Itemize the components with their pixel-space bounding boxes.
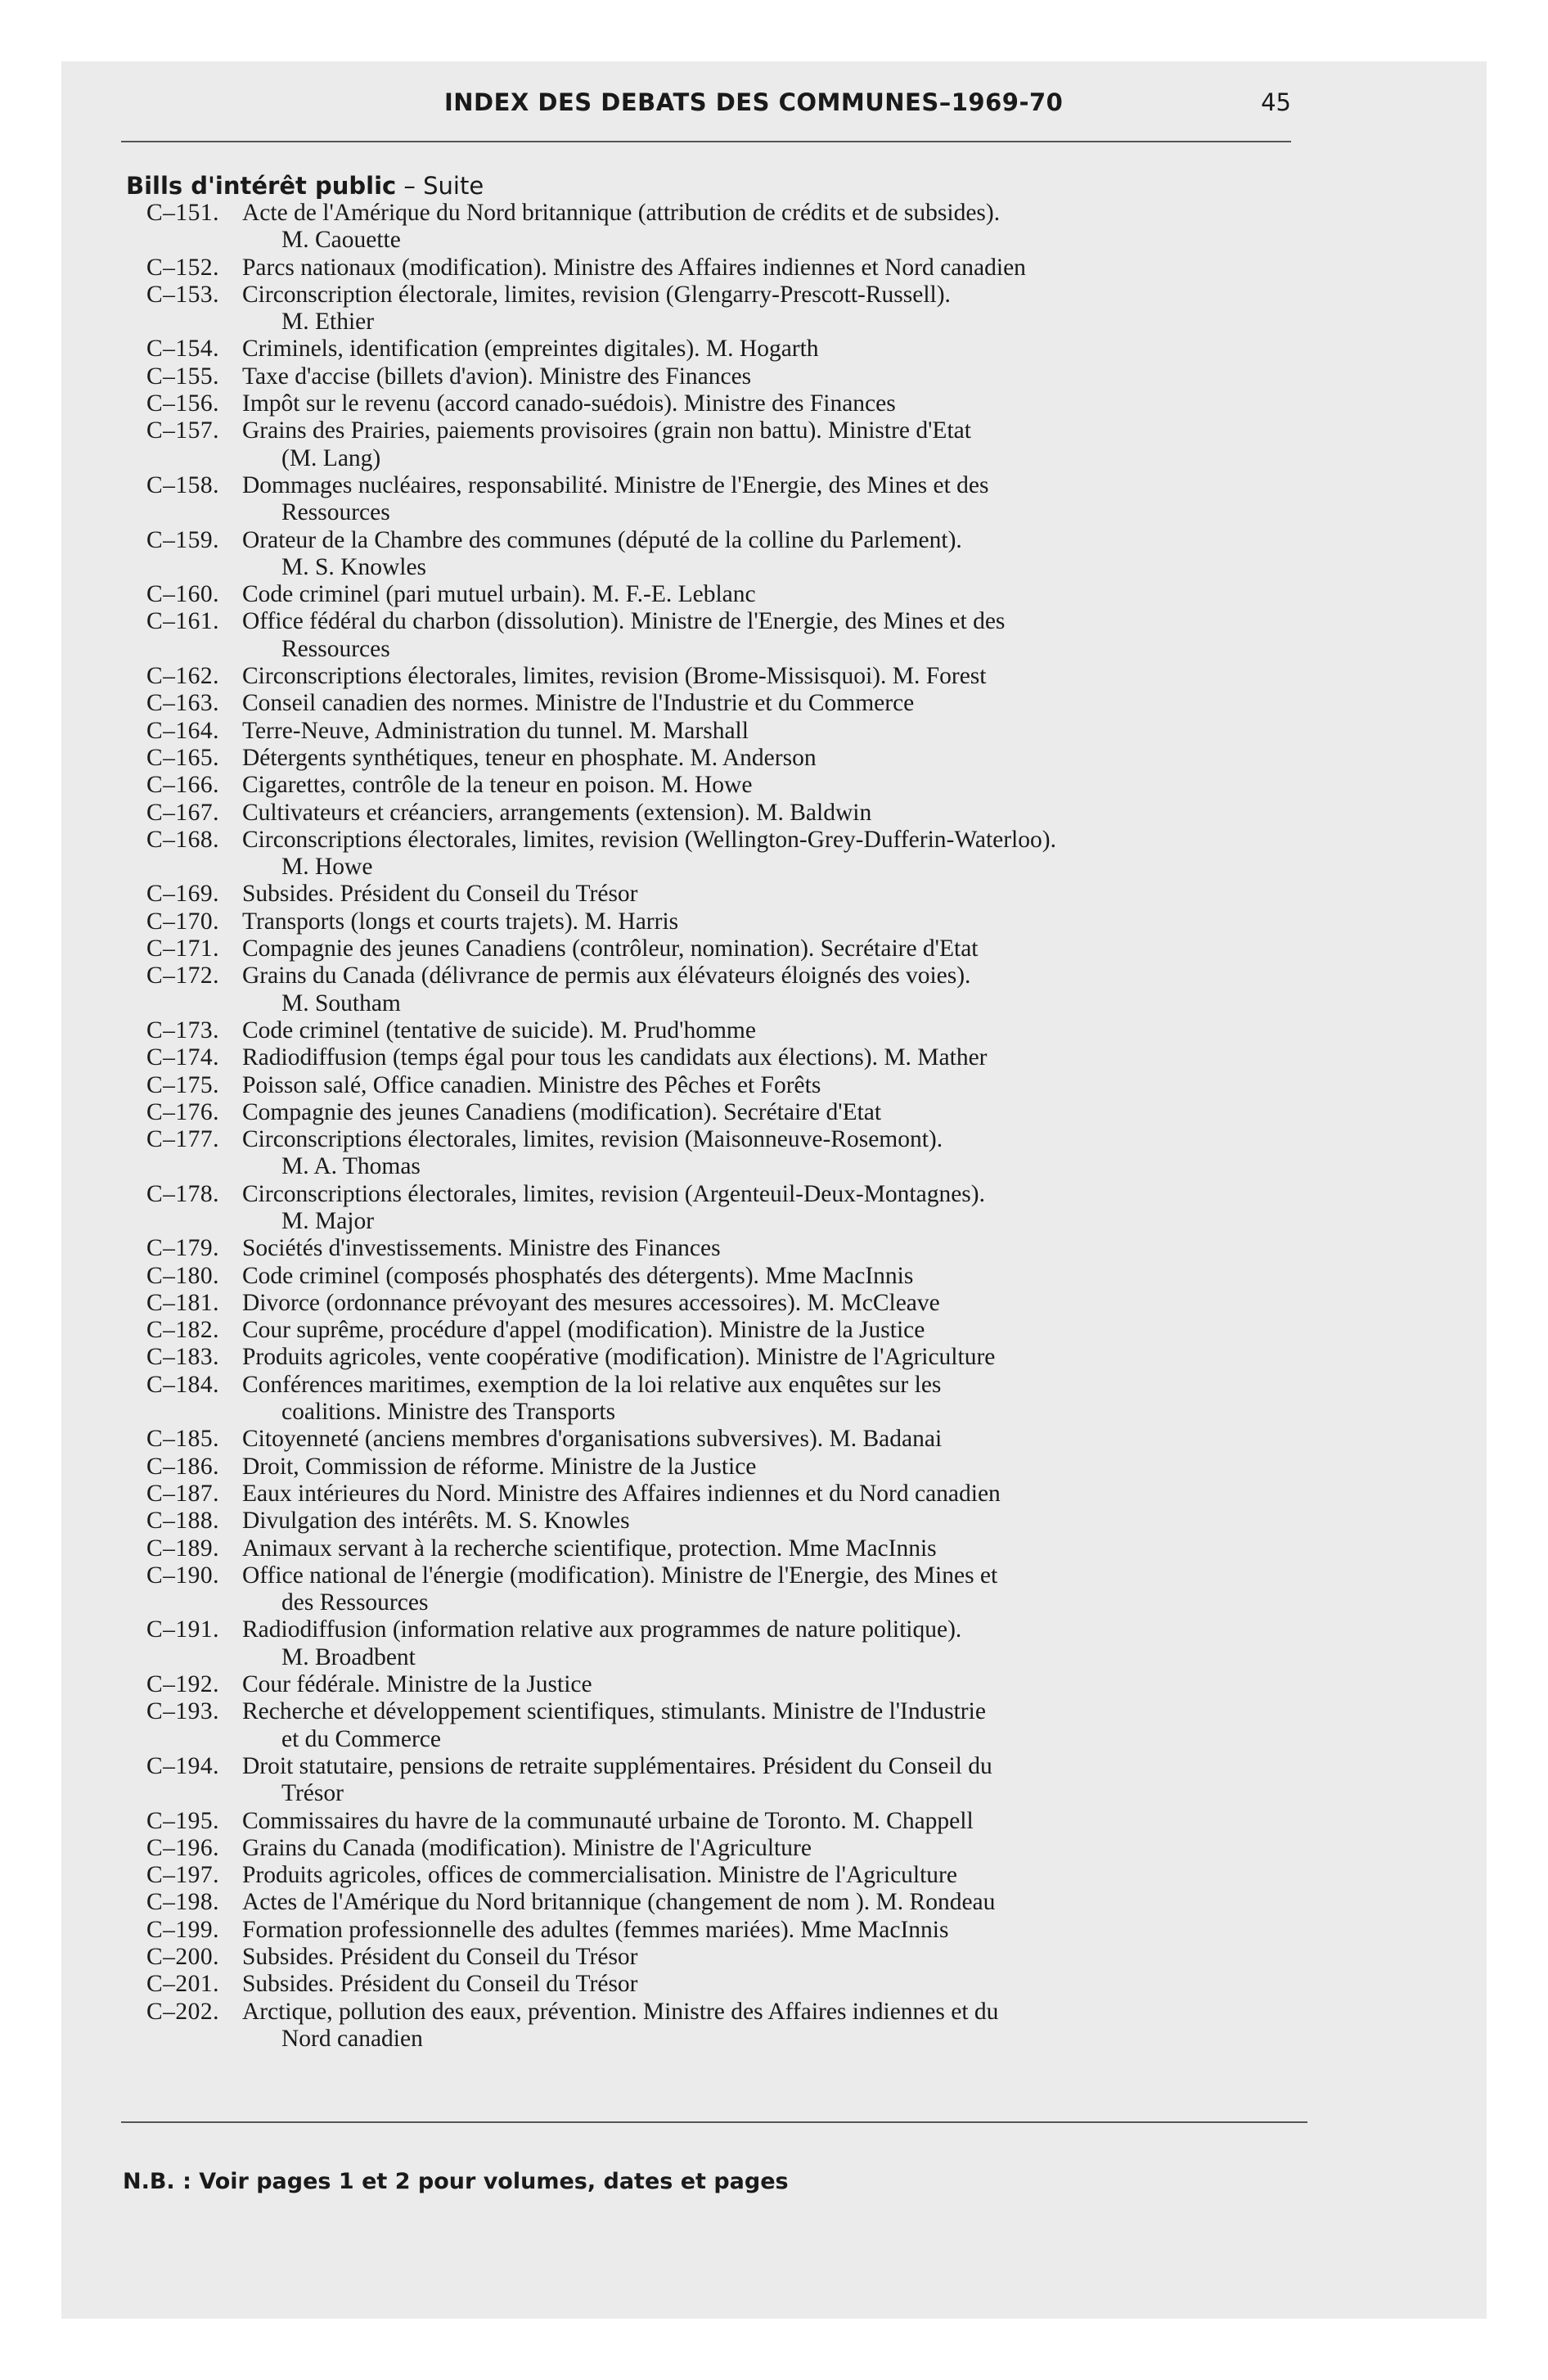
bill-code: C–157. bbox=[146, 417, 219, 444]
bill-entry bbox=[123, 1808, 1350, 1835]
bill-code: C–188. bbox=[146, 1508, 219, 1535]
bill-description bbox=[242, 1889, 1350, 1916]
bill-entry bbox=[123, 608, 1350, 663]
bill-continuation-line: M. Southam bbox=[281, 989, 401, 1016]
bill-code: C–195. bbox=[146, 1807, 219, 1834]
bill-description bbox=[242, 1535, 1350, 1562]
bill-code: C–178. bbox=[146, 1180, 219, 1207]
bill-code: C–192. bbox=[146, 1671, 219, 1698]
bill-entry bbox=[123, 1072, 1350, 1099]
bill-title-line: Eaux intérieures du Nord. Ministre des Affaires indiennes et du Nord canadien bbox=[242, 1480, 1001, 1507]
bill-entry bbox=[123, 1263, 1350, 1290]
bill-title-line: Taxe d'accise (billets d'avion). Ministre des Finances bbox=[242, 363, 752, 390]
bill-description bbox=[242, 1126, 1350, 1181]
bill-continuation-line: Ressources bbox=[281, 635, 390, 662]
bill-description bbox=[242, 827, 1350, 881]
bill-description bbox=[242, 1808, 1350, 1835]
bill-title-line: Orateur de la Chambre des communes (député de la colline du Parlement). bbox=[242, 526, 962, 553]
bill-description bbox=[242, 527, 1350, 582]
bill-entry bbox=[123, 908, 1350, 935]
bill-title-line: Code criminel (tentative de suicide). M. Prud'homme bbox=[242, 1016, 756, 1044]
bill-title-line: Arctique, pollution des eaux, prévention. Ministre des Affaires indiennes et du bbox=[242, 1998, 999, 2025]
bill-entry bbox=[123, 1044, 1350, 1071]
bill-title-line: Radiodiffusion (information relative aux programmes de nature politique). bbox=[242, 1616, 962, 1643]
bill-entry bbox=[123, 1753, 1350, 1808]
bill-code: C–166. bbox=[146, 772, 219, 799]
bill-title-line: Circonscriptions électorales, limites, revision (Brome-Missisquoi). M. Forest bbox=[242, 663, 987, 690]
section-heading bbox=[126, 172, 484, 200]
section-title: Bills d'intérêt public bbox=[126, 172, 397, 200]
bill-entry bbox=[123, 1426, 1350, 1453]
bill-code: C–175. bbox=[146, 1071, 219, 1098]
bill-title-line: Compagnie des jeunes Canadiens (contrôleur, nomination). Secrétaire d'Etat bbox=[242, 935, 979, 962]
bill-code: C–171. bbox=[146, 935, 219, 962]
bill-description bbox=[242, 718, 1350, 745]
bill-title-line: Transports (longs et courts trajets). M. Harris bbox=[242, 908, 679, 935]
section-suffix: – Suite bbox=[396, 172, 484, 200]
bill-description bbox=[242, 908, 1350, 935]
bill-description bbox=[242, 1181, 1350, 1236]
bill-entry bbox=[123, 1454, 1350, 1481]
bill-title-line: Cigarettes, contrôle de la teneur en poison. M. Howe bbox=[242, 772, 753, 799]
bill-description bbox=[242, 1862, 1350, 1889]
bill-code: C–158. bbox=[146, 471, 219, 498]
bill-code: C–197. bbox=[146, 1862, 219, 1889]
header-title: INDEX DES DEBATS DES COMMUNES–1969-70 bbox=[444, 88, 1064, 116]
bill-title-line: Radiodiffusion (temps égal pour tous les candidats aux élections). M. Mather bbox=[242, 1044, 988, 1071]
bill-description bbox=[242, 1017, 1350, 1044]
bill-entry bbox=[123, 1917, 1350, 1944]
bill-title-line: Cultivateurs et créanciers, arrangements (extension). M. Baldwin bbox=[242, 799, 872, 826]
bill-code: C–191. bbox=[146, 1616, 219, 1643]
bill-continuation-line: des Ressources bbox=[281, 1589, 429, 1616]
bill-entry bbox=[123, 1971, 1350, 1998]
footer-note: N.B. : Voir pages 1 et 2 pour volumes, dates et pages bbox=[123, 2169, 789, 2194]
bill-title-line: Subsides. Président du Conseil du Trésor bbox=[242, 881, 638, 908]
bill-code: C–194. bbox=[146, 1752, 219, 1779]
bill-description bbox=[242, 1753, 1350, 1808]
bill-entry bbox=[123, 363, 1350, 390]
bill-description bbox=[242, 1072, 1350, 1099]
bill-title-line: Acte de l'Amérique du Nord britannique (attribution de crédits et de subsides). bbox=[242, 200, 1001, 226]
bill-description bbox=[242, 255, 1350, 282]
bill-title-line: Office national de l'énergie (modification). Ministre de l'Energie, des Mines et bbox=[242, 1562, 998, 1589]
bill-code: C–186. bbox=[146, 1453, 219, 1480]
bill-title-line: Cour fédérale. Ministre de la Justice bbox=[242, 1671, 592, 1698]
bill-entry bbox=[123, 581, 1350, 608]
bill-entry bbox=[123, 1181, 1350, 1236]
bill-description bbox=[242, 1454, 1350, 1481]
bill-entry bbox=[123, 772, 1350, 799]
bill-title-line: Poisson salé, Office canadien. Ministre des Pêches et Forêts bbox=[242, 1071, 821, 1098]
bill-description bbox=[242, 772, 1350, 799]
bill-title-line: Grains du Canada (délivrance de permis aux élévateurs éloignés des voies). bbox=[242, 962, 971, 989]
bill-entry bbox=[123, 1698, 1350, 1753]
bill-code: C–184. bbox=[146, 1371, 219, 1398]
bill-title-line: Sociétés d'investissements. Ministre des Finances bbox=[242, 1235, 721, 1262]
bill-code: C–180. bbox=[146, 1262, 219, 1289]
bill-code: C–164. bbox=[146, 717, 219, 744]
bill-entry bbox=[123, 718, 1350, 745]
bill-continuation-line: coalitions. Ministre des Transports bbox=[281, 1399, 616, 1426]
bill-entry bbox=[123, 745, 1350, 772]
bill-code: C–189. bbox=[146, 1535, 219, 1562]
bill-entry bbox=[123, 1535, 1350, 1562]
bill-code: C–169. bbox=[146, 881, 219, 908]
bill-title-line: Code criminel (pari mutuel urbain). M. F.-E. Leblanc bbox=[242, 581, 756, 608]
bill-title-line: Cour suprême, procédure d'appel (modification). Ministre de la Justice bbox=[242, 1317, 925, 1344]
bill-entry bbox=[123, 1481, 1350, 1508]
bill-code: C–187. bbox=[146, 1480, 219, 1507]
bill-code: C–193. bbox=[146, 1698, 219, 1725]
bill-code: C–170. bbox=[146, 908, 219, 935]
bill-code: C–201. bbox=[146, 1971, 219, 1998]
bill-description bbox=[242, 1344, 1350, 1371]
bill-title-line: Code criminel (composés phosphatés des détergents). Mme MacInnis bbox=[242, 1262, 914, 1289]
bill-code: C–190. bbox=[146, 1562, 219, 1589]
bill-title-line: Conseil canadien des normes. Ministre de l'Industrie et du Commerce bbox=[242, 690, 915, 717]
bill-title-line: Détergents synthétiques, teneur en phosphate. M. Anderson bbox=[242, 744, 817, 771]
bill-continuation-line: M. S. Knowles bbox=[281, 553, 427, 580]
bill-entry bbox=[123, 200, 1350, 255]
bill-entry bbox=[123, 1889, 1350, 1916]
bill-continuation-line: Ressources bbox=[281, 499, 390, 526]
bill-description bbox=[242, 363, 1350, 390]
bill-description bbox=[242, 336, 1350, 363]
bill-entry bbox=[123, 417, 1350, 472]
bill-entry bbox=[123, 1126, 1350, 1181]
bill-entry bbox=[123, 282, 1350, 336]
bill-entry bbox=[123, 1835, 1350, 1862]
bill-entry bbox=[123, 800, 1350, 827]
bill-description bbox=[242, 1044, 1350, 1071]
bill-description bbox=[242, 1290, 1350, 1317]
bill-title-line: Subsides. Président du Conseil du Trésor bbox=[242, 1971, 638, 1998]
bill-description bbox=[242, 1372, 1350, 1427]
bill-description bbox=[242, 1481, 1350, 1508]
bill-entry bbox=[123, 1290, 1350, 1317]
bill-code: C–173. bbox=[146, 1016, 219, 1044]
bill-code: C–159. bbox=[146, 526, 219, 553]
bill-title-line: Commissaires du havre de la communauté urbaine de Toronto. M. Chappell bbox=[242, 1807, 974, 1834]
bill-description bbox=[242, 1698, 1350, 1753]
bill-description bbox=[242, 581, 1350, 608]
bill-title-line: Circonscriptions électorales, limites, revision (Maisonneuve-Rosemont). bbox=[242, 1126, 943, 1153]
bill-code: C–185. bbox=[146, 1426, 219, 1453]
bill-description bbox=[242, 800, 1350, 827]
bill-description bbox=[242, 1426, 1350, 1453]
bill-description bbox=[242, 1562, 1350, 1617]
bill-entry bbox=[123, 663, 1350, 690]
bill-title-line: Animaux servant à la recherche scientifique, protection. Mme MacInnis bbox=[242, 1535, 937, 1562]
bill-code: C–202. bbox=[146, 1998, 219, 2025]
bill-title-line: Droit statutaire, pensions de retraite supplémentaires. Président du Conseil du bbox=[242, 1752, 992, 1779]
bill-entry bbox=[123, 1944, 1350, 1971]
bill-code: C–179. bbox=[146, 1235, 219, 1262]
bill-code: C–200. bbox=[146, 1944, 219, 1970]
bill-entry bbox=[123, 827, 1350, 881]
bill-description bbox=[242, 1971, 1350, 1998]
bill-code: C–156. bbox=[146, 390, 219, 417]
bill-description bbox=[242, 1616, 1350, 1671]
bill-title-line: Circonscriptions électorales, limites, revision (Argenteuil-Deux-Montagnes). bbox=[242, 1180, 985, 1207]
bill-entry bbox=[123, 1317, 1350, 1344]
bill-entry bbox=[123, 935, 1350, 962]
bill-code: C–153. bbox=[146, 281, 219, 308]
bill-entry bbox=[123, 690, 1350, 717]
bill-entry bbox=[123, 255, 1350, 282]
bill-continuation-line: M. Ethier bbox=[281, 309, 375, 336]
bill-code: C–174. bbox=[146, 1044, 219, 1071]
bill-description bbox=[242, 1508, 1350, 1535]
bill-title-line: Impôt sur le revenu (accord canado-suédois). Ministre des Finances bbox=[242, 390, 896, 417]
bill-description bbox=[242, 1317, 1350, 1344]
bill-title-line: Grains du Canada (modification). Ministre de l'Agriculture bbox=[242, 1834, 812, 1861]
bill-description bbox=[242, 282, 1350, 336]
bill-continuation-line: (M. Lang) bbox=[281, 444, 381, 471]
bill-code: C–151. bbox=[146, 200, 219, 226]
bill-title-line: Parcs nationaux (modification). Ministre des Affaires indiennes et Nord canadien bbox=[242, 254, 1026, 281]
bill-title-line: Produits agricoles, offices de commercialisation. Ministre de l'Agriculture bbox=[242, 1862, 957, 1889]
bill-code: C–183. bbox=[146, 1344, 219, 1371]
bill-title-line: Compagnie des jeunes Canadiens (modification). Secrétaire d'Etat bbox=[242, 1098, 882, 1125]
bill-entry bbox=[123, 472, 1350, 527]
bill-title-line: Actes de l'Amérique du Nord britannique (changement de nom ). M. Rondeau bbox=[242, 1889, 996, 1916]
bill-continuation-line: M. Howe bbox=[281, 854, 373, 881]
bill-description bbox=[242, 1099, 1350, 1126]
bill-entry bbox=[123, 527, 1350, 582]
bill-code: C–162. bbox=[146, 663, 219, 690]
bill-description bbox=[242, 1917, 1350, 1944]
bill-list bbox=[123, 200, 1350, 2053]
bill-description bbox=[242, 608, 1350, 663]
bill-code: C–160. bbox=[146, 581, 219, 608]
bill-title-line: Dommages nucléaires, responsabilité. Ministre de l'Energie, des Mines et des bbox=[242, 471, 989, 498]
bill-title-line: Formation professionnelle des adultes (femmes mariées). Mme MacInnis bbox=[242, 1916, 949, 1943]
footer-divider bbox=[121, 2121, 1307, 2123]
bill-title-line: Recherche et développement scientifiques, stimulants. Ministre de l'Industrie bbox=[242, 1698, 986, 1725]
bill-description bbox=[242, 1944, 1350, 1971]
bill-code: C–161. bbox=[146, 608, 219, 635]
bill-entry bbox=[123, 1508, 1350, 1535]
bill-continuation-line: Nord canadien bbox=[281, 2025, 423, 2052]
bill-continuation-line: M. Broadbent bbox=[281, 1643, 416, 1670]
bill-entry bbox=[123, 1999, 1350, 2053]
bill-title-line: Citoyenneté (anciens membres d'organisations subversives). M. Badanai bbox=[242, 1426, 943, 1453]
bill-entry bbox=[123, 1562, 1350, 1617]
bill-title-line: Subsides. Président du Conseil du Trésor bbox=[242, 1944, 638, 1970]
bill-title-line: Divulgation des intérêts. M. S. Knowles bbox=[242, 1508, 630, 1535]
bill-code: C–163. bbox=[146, 690, 219, 717]
bill-title-line: Conférences maritimes, exemption de la loi relative aux enquêtes sur les bbox=[242, 1371, 942, 1398]
bill-code: C–154. bbox=[146, 336, 219, 363]
bill-entry bbox=[123, 1099, 1350, 1126]
bill-code: C–177. bbox=[146, 1126, 219, 1153]
bill-description bbox=[242, 1835, 1350, 1862]
bill-code: C–172. bbox=[146, 962, 219, 989]
bill-description bbox=[242, 1263, 1350, 1290]
bill-entry bbox=[123, 1344, 1350, 1371]
bill-code: C–198. bbox=[146, 1889, 219, 1916]
bill-code: C–155. bbox=[146, 363, 219, 390]
bill-code: C–176. bbox=[146, 1098, 219, 1125]
bill-description bbox=[242, 935, 1350, 962]
bill-code: C–196. bbox=[146, 1834, 219, 1861]
bill-code: C–168. bbox=[146, 826, 219, 853]
bill-code: C–165. bbox=[146, 744, 219, 771]
bill-title-line: Circonscriptions électorales, limites, revision (Wellington-Grey-Dufferin-Waterloo). bbox=[242, 826, 1056, 853]
page-number: 45 bbox=[1261, 88, 1291, 116]
bill-entry bbox=[123, 1671, 1350, 1698]
bill-title-line: Circonscription électorale, limites, revision (Glengarry-Prescott-Russell). bbox=[242, 281, 951, 308]
page-header bbox=[121, 88, 1291, 137]
bill-description bbox=[242, 881, 1350, 908]
bill-description bbox=[242, 417, 1350, 472]
bill-continuation-line: M. Major bbox=[281, 1207, 375, 1234]
bill-continuation-line: Trésor bbox=[281, 1780, 344, 1807]
bill-entry bbox=[123, 962, 1350, 1017]
bill-entry bbox=[123, 1862, 1350, 1889]
bill-entry bbox=[123, 881, 1350, 908]
bill-title-line: Office fédéral du charbon (dissolution). Ministre de l'Energie, des Mines et des bbox=[242, 608, 1006, 635]
bill-description bbox=[242, 1671, 1350, 1698]
bill-description bbox=[242, 690, 1350, 717]
header-divider bbox=[121, 141, 1291, 142]
bill-entry bbox=[123, 1017, 1350, 1044]
bill-entry bbox=[123, 1235, 1350, 1262]
bill-title-line: Produits agricoles, vente coopérative (modification). Ministre de l'Agriculture bbox=[242, 1344, 996, 1371]
bill-code: C–181. bbox=[146, 1289, 219, 1316]
bill-continuation-line: M. Caouette bbox=[281, 227, 401, 254]
bill-entry bbox=[123, 1372, 1350, 1427]
bill-continuation-line: M. A. Thomas bbox=[281, 1153, 421, 1180]
bill-title-line: Grains des Prairies, paiements provisoires (grain non battu). Ministre d'Etat bbox=[242, 417, 971, 444]
bill-entry bbox=[123, 336, 1350, 363]
bill-description bbox=[242, 472, 1350, 527]
bill-title-line: Divorce (ordonnance prévoyant des mesures accessoires). M. McCleave bbox=[242, 1289, 940, 1316]
bill-description bbox=[242, 745, 1350, 772]
bill-entry bbox=[123, 1616, 1350, 1671]
bill-description bbox=[242, 663, 1350, 690]
bill-code: C–182. bbox=[146, 1317, 219, 1344]
bill-title-line: Droit, Commission de réforme. Ministre de la Justice bbox=[242, 1453, 757, 1480]
bill-code: C–199. bbox=[146, 1916, 219, 1943]
bill-title-line: Terre-Neuve, Administration du tunnel. M. Marshall bbox=[242, 717, 749, 744]
bill-description bbox=[242, 200, 1350, 255]
bill-description bbox=[242, 962, 1350, 1017]
bill-continuation-line: et du Commerce bbox=[281, 1725, 441, 1752]
bill-entry bbox=[123, 390, 1350, 417]
bill-description bbox=[242, 390, 1350, 417]
bill-description bbox=[242, 1999, 1350, 2053]
bill-code: C–152. bbox=[146, 254, 219, 281]
bill-description bbox=[242, 1235, 1350, 1262]
bill-title-line: Criminels, identification (empreintes digitales). M. Hogarth bbox=[242, 336, 819, 363]
bill-code: C–167. bbox=[146, 799, 219, 826]
